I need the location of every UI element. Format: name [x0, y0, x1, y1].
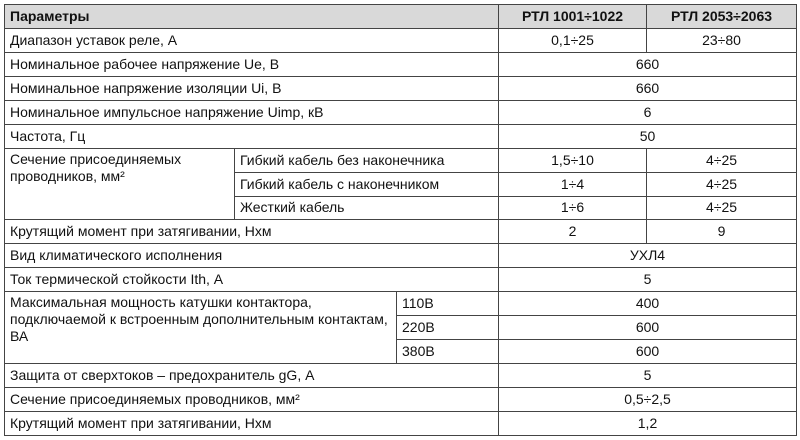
row-section-1 [5, 148, 797, 172]
row-value: 0,5÷2,5 [499, 388, 797, 412]
sub-label: Гибкий кабель с наконечником [235, 172, 499, 196]
row-value-2: 4÷25 [647, 196, 797, 220]
row-label: Сечение присоединяемых проводников, мм² [5, 148, 235, 220]
row-value: УХЛ4 [499, 244, 797, 268]
row-value-1: 0,1÷25 [499, 28, 647, 52]
sub-label: Гибкий кабель без наконечника [235, 148, 499, 172]
row-label: Вид климатического исполнения [5, 244, 499, 268]
row-freq [5, 124, 797, 148]
row-value: 600 [499, 340, 797, 364]
specifications-table [4, 4, 797, 436]
row-value-2: 4÷25 [647, 148, 797, 172]
row-value: 5 [499, 268, 797, 292]
row-value: 1,2 [499, 411, 797, 435]
row-value: 660 [499, 52, 797, 76]
row-fuse [5, 364, 797, 388]
row-label: Крутящий момент при затягивании, Нхм [5, 411, 499, 435]
row-torque [5, 220, 797, 244]
row-climate [5, 244, 797, 268]
row-label: Защита от сверхтоков – предохранитель gG, А [5, 364, 499, 388]
row-value: 5 [499, 364, 797, 388]
row-label: Максимальная мощность катушки контактора, подключаемой к встроенным дополнительным контактам, ВА [5, 292, 397, 364]
header-row [5, 5, 797, 29]
row-value-2: 4÷25 [647, 172, 797, 196]
row-value-2: 23÷80 [647, 28, 797, 52]
row-label: Крутящий момент при затягивании, Нхм [5, 220, 499, 244]
row-value-2: 9 [647, 220, 797, 244]
row-value-1: 1÷4 [499, 172, 647, 196]
row-label: Номинальное импульсное напряжение Uimp, кВ [5, 100, 499, 124]
sub-label: 380В [397, 340, 499, 364]
sub-label: 220В [397, 316, 499, 340]
row-value-1: 1,5÷10 [499, 148, 647, 172]
row-value-1: 2 [499, 220, 647, 244]
row-value: 660 [499, 76, 797, 100]
row-label: Сечение присоединяемых проводников, мм² [5, 388, 499, 412]
header-col2: РТЛ 2053÷2063 [647, 5, 797, 29]
header-param: Параметры [5, 5, 499, 29]
row-value: 6 [499, 100, 797, 124]
sub-label: 110В [397, 292, 499, 316]
row-range [5, 28, 797, 52]
header-col1: РТЛ 1001÷1022 [499, 5, 647, 29]
row-label: Ток термической стойкости Ith, А [5, 268, 499, 292]
row-label: Диапазон уставок реле, А [5, 28, 499, 52]
row-ui [5, 76, 797, 100]
sub-label: Жесткий кабель [235, 196, 499, 220]
row-aux-torque [5, 411, 797, 435]
row-value: 50 [499, 124, 797, 148]
row-ue [5, 52, 797, 76]
row-coil-1 [5, 292, 797, 316]
row-aux-section [5, 388, 797, 412]
row-label: Частота, Гц [5, 124, 499, 148]
row-uimp [5, 100, 797, 124]
row-value-1: 1÷6 [499, 196, 647, 220]
row-value: 600 [499, 316, 797, 340]
row-value: 400 [499, 292, 797, 316]
row-label: Номинальное напряжение изоляции Ui, В [5, 76, 499, 100]
row-ith [5, 268, 797, 292]
row-label: Номинальное рабочее напряжение Ue, В [5, 52, 499, 76]
